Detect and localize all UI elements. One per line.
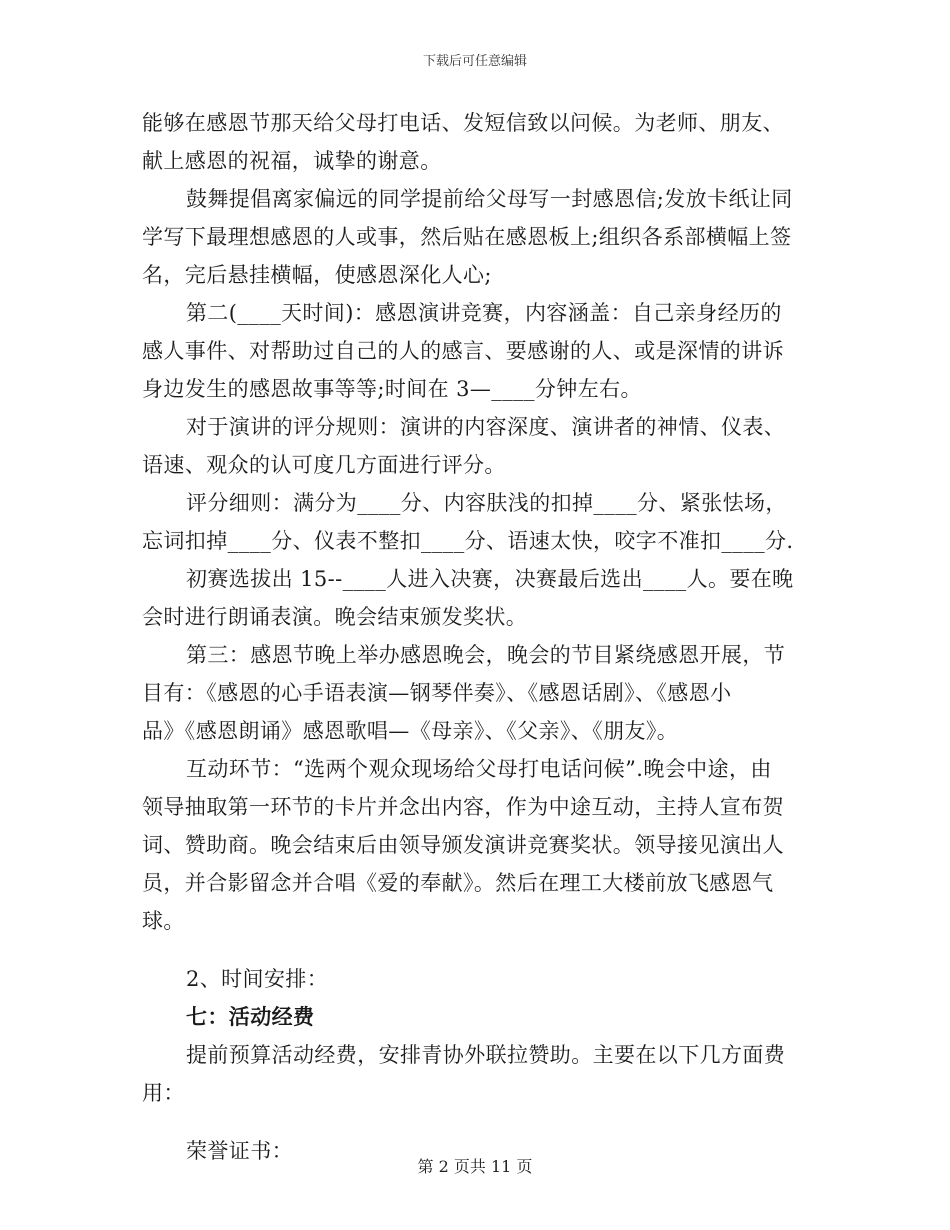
- paragraph-line: 词、赞助商。晚会结束后由领导颁发演讲竞赛奖状。领导接见演出人: [142, 833, 784, 857]
- paragraph-line: 对于演讲的评分规则：演讲的内容深度、演讲者的神情、仪表、: [186, 415, 786, 439]
- paragraph-line: 荣誉证书：: [186, 1139, 293, 1163]
- paragraph-line: 能够在感恩节那天给父母打电话、发短信致以问候。为老师、朋友、: [142, 111, 784, 135]
- paragraph-line: 感人事件、对帮助过自己的人的感言、要感谢的人、或是深情的讲诉: [142, 339, 784, 363]
- paragraph-line: 会时进行朗诵表演。晚会结束颁发奖状。: [142, 605, 528, 629]
- paragraph-line: 评分细则：满分为____分、内容肤浅的扣掉____分、紧张怯场，: [186, 491, 787, 515]
- paragraph-gap: [142, 940, 810, 960]
- section-heading: 七：活动经费: [186, 1005, 315, 1029]
- section-subheading: 2、时间安排：: [186, 967, 329, 991]
- paragraph-line: 目有：《感恩的心手语表演—钢琴伴奏》、《感恩话剧》、《感恩小: [142, 681, 732, 705]
- paragraph-line: 员，并合影留念并合唱《爱的奉献》。然后在理工大楼前放飞感恩气: [142, 871, 774, 895]
- paragraph-line: 鼓舞提倡离家偏远的同学提前给父母写一封感恩信;发放卡纸让同: [186, 187, 793, 211]
- paragraph-line: 语速、观众的认可度几方面进行评分。: [142, 453, 506, 477]
- paragraph-line: 初赛选拔出 15--____人进入决赛，决赛最后选出____人。要在晚: [186, 567, 794, 591]
- paragraph-line: 献上感恩的祝福，诚挚的谢意。: [142, 149, 442, 173]
- paragraph-line: 球。: [142, 909, 185, 933]
- paragraph-line: 身边发生的感恩故事等等;时间在 3—____分钟左右。: [142, 377, 642, 401]
- paragraph-line: 领导抽取第一环节的卡片并念出内容，作为中途互动，主持人宣布贺: [142, 795, 784, 819]
- paragraph-line: 用：: [142, 1081, 185, 1105]
- paragraph-line: 名，完后悬挂横幅，使感恩深化人心;: [142, 263, 492, 287]
- paragraph-line: 互动环节：“选两个观众现场给父母打电话问候”.晚会中途，由: [186, 757, 772, 781]
- page-header: 下载后可任意编辑: [422, 54, 527, 69]
- paragraph-line: 学写下最理想感恩的人或事，然后贴在感恩板上;组织各系部横幅上签: [142, 225, 792, 249]
- paragraph-line: 第三：感恩节晚上举办感恩晚会，晚会的节目紧绕感恩开展，节: [186, 643, 786, 667]
- paragraph-line: 第二(____天时间)：感恩演讲竞赛，内容涵盖：自己亲身经历的: [186, 301, 782, 325]
- document-body: [142, 104, 810, 1170]
- paragraph-line: 提前预算活动经费，安排青协外联拉赞助。主要在以下几方面费: [186, 1043, 786, 1067]
- paragraph-line: 忘词扣掉____分、仪表不整扣____分、语速太快，咬字不准扣____分.: [142, 529, 794, 553]
- paragraph-line: 品》《感恩朗诵》感恩歌唱—《母亲》、《父亲》、《朋友》。: [142, 719, 679, 743]
- page-footer: 第 2 页共 11 页: [417, 1157, 533, 1176]
- paragraph-gap: [142, 1112, 810, 1132]
